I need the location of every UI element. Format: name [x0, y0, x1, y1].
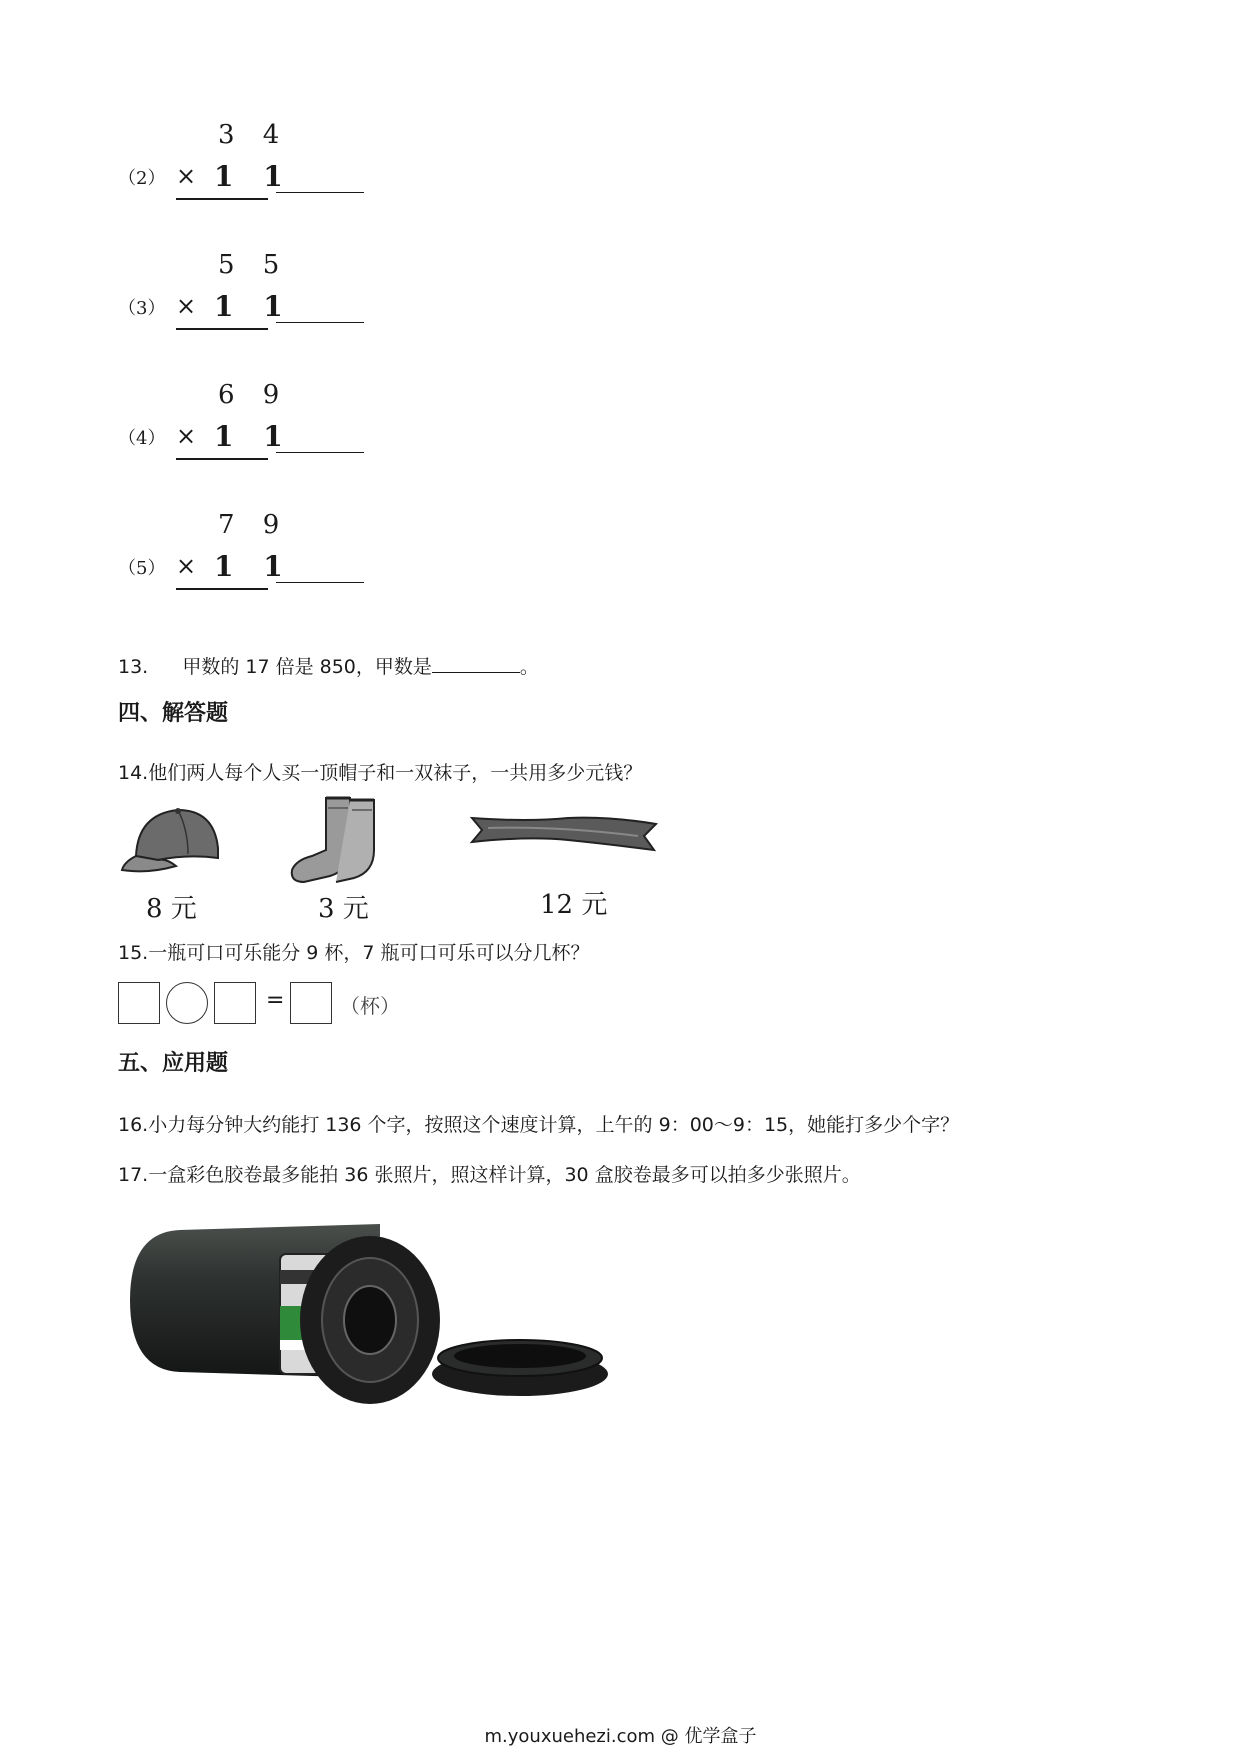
- calc-top-number: 5 5: [218, 250, 290, 280]
- section-heading-4: 四、解答题: [118, 701, 229, 726]
- calc-problem-2: [118, 120, 378, 220]
- socks-icon: [286, 790, 396, 890]
- answer-box[interactable]: [118, 982, 160, 1024]
- cap-icon: [118, 796, 228, 886]
- calc-rule: [176, 588, 268, 590]
- times-sign: ×: [176, 552, 197, 580]
- calc-label: （3）: [118, 298, 166, 319]
- question-text: 甲数的 17 倍是 850，甲数是: [182, 656, 432, 678]
- calc-rule: [176, 458, 268, 460]
- question-punct: 。: [519, 656, 539, 678]
- question-13: [118, 652, 539, 679]
- answer-blank[interactable]: [276, 452, 364, 453]
- answer-box[interactable]: [290, 982, 332, 1024]
- question-number: 13.: [118, 656, 149, 678]
- calc-label: （2）: [118, 168, 166, 189]
- calc-top-number: 3 4: [218, 120, 290, 150]
- price-label: 8 元: [146, 894, 197, 924]
- times-sign: ×: [176, 162, 197, 190]
- answer-blank[interactable]: [276, 192, 364, 193]
- section-heading-5: 五、应用题: [118, 1051, 229, 1076]
- calc-multiplier: 1 1: [214, 160, 293, 193]
- calc-label: （4）: [118, 428, 166, 449]
- answer-blank[interactable]: [276, 322, 364, 323]
- unit-label: （杯）: [340, 994, 400, 1018]
- calc-top-number: 6 9: [218, 380, 290, 410]
- calc-multiplier: 1 1: [214, 290, 293, 323]
- price-label: 3 元: [318, 894, 369, 924]
- calc-rule: [176, 328, 268, 330]
- calc-problem-5: [118, 510, 378, 610]
- operator-circle[interactable]: [166, 982, 208, 1024]
- calc-label: （5）: [118, 558, 166, 579]
- calc-problem-3: [118, 250, 378, 350]
- calc-top-number: 7 9: [218, 510, 290, 540]
- film-canister-icon: [130, 1210, 660, 1410]
- scarf-icon: [468, 806, 658, 862]
- answer-blank[interactable]: [276, 582, 364, 583]
- calc-rule: [176, 198, 268, 200]
- answer-box[interactable]: [214, 982, 256, 1024]
- calc-problem-4: [118, 380, 378, 480]
- answer-blank[interactable]: [432, 654, 520, 673]
- times-sign: ×: [176, 422, 197, 450]
- price-label: 12 元: [540, 890, 608, 920]
- page-footer: m.youxuehezi.com @ 优学盒子: [484, 1726, 757, 1747]
- question-14: 14.他们两人每个人买一顶帽子和一双袜子，一共用多少元钱？: [118, 762, 643, 784]
- equals-sign: =: [266, 988, 285, 1013]
- question-17: 17.一盒彩色胶卷最多能拍 36 张照片，照这样计算，30 盒胶卷最多可以拍多少张照片。: [118, 1164, 861, 1186]
- question-15: 15.一瓶可口可乐能分 9 杯，7 瓶可口可乐可以分几杯？: [118, 942, 590, 964]
- times-sign: ×: [176, 292, 197, 320]
- calc-multiplier: 1 1: [214, 550, 293, 583]
- calc-multiplier: 1 1: [214, 420, 293, 453]
- question-16: 16.小力每分钟大约能打 136 个字，按照这个速度计算，上午的 9：00～9：15，她能打多少个字？: [118, 1114, 960, 1136]
